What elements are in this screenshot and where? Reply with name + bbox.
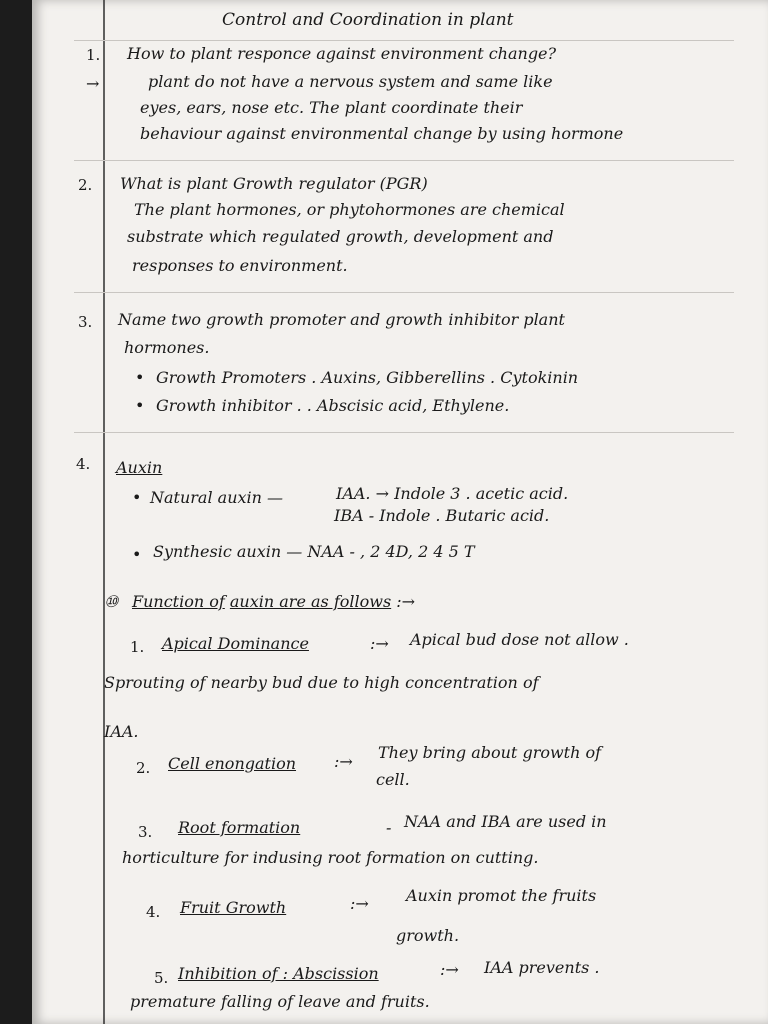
function-title: Fruit Growth [180,898,287,917]
function-title: Cell enongation [168,754,297,773]
function-title: Root formation [178,818,301,837]
bullet-icon: • [135,396,145,415]
continuation-line: IAA. [104,722,139,741]
continuation-line: cell. [376,770,410,789]
function-title: Inhibition of : Abscission [178,964,379,983]
function-desc: IAA prevents . [484,958,600,977]
question-number: 3. [78,313,93,331]
bullet-icon: • [132,545,142,564]
heading-underlined: auxin are as follows [229,592,392,611]
synthetic-auxin: Synthesic auxin — NAA - , 2 4D, 2 4 5 T [153,542,475,561]
question-number: 4. [76,455,91,473]
answer-line: substrate which regulated growth, development and [127,227,554,246]
ruled-line [74,160,734,161]
question-number: 1. [86,46,101,64]
continuation-line: Sprouting of nearby bud due to high concentration of [104,673,539,692]
arrow-icon: :→ [440,960,459,979]
section-heading: Auxin [116,458,163,477]
arrow-icon: :→ [334,752,353,771]
bullet-icon: • [132,488,142,507]
item-number: 5. [154,969,169,987]
question-text: What is plant Growth regulator (PGR) [120,174,428,193]
answer-line: responses to environment. [132,256,348,275]
answer-line: plant do not have a nervous system and same like [148,72,553,91]
answer-line: eyes, ears, nose etc. The plant coordinate their [140,98,523,117]
question-text: Name two growth promoter and growth inhibitor plant [118,310,565,329]
natural-auxin-line: IAA. → Indole 3 . acetic acid. [336,484,569,503]
question-text: How to plant responce against environment change? [127,44,557,63]
function-desc: Apical bud dose not allow . [410,630,629,649]
natural-auxin-line: IBA - Indole . Butaric acid. [334,506,550,525]
list-icon: ⑩ [104,592,119,611]
item-number: 4. [146,903,161,921]
bullet-item: Growth Promoters . Auxins, Gibberellins . Cytokinin [156,368,579,387]
item-number: 1. [130,638,145,656]
margin-line [103,0,105,1024]
answer-line: behaviour against environmental change by using hormone [140,124,624,143]
ruled-line [74,432,734,433]
natural-auxin-label: Natural auxin — [150,488,284,507]
arrow-icon: :→ [370,634,389,653]
ruled-line [74,40,734,41]
answer-line: The plant hormones, or phytohormones are chemical [134,200,565,219]
item-number: 2. [136,759,151,777]
continuation-line: premature falling of leave and fruits. [130,992,430,1011]
bullet-icon: • [135,368,145,387]
bullet-item: Growth inhibitor . . Abscisic acid, Ethylene. [156,396,510,415]
function-desc: Auxin promot the fruits [406,886,597,905]
heading-suffix: :→ [396,592,416,611]
page-title: Control and Coordination in plant [222,10,514,30]
continuation-line: growth. [396,926,460,945]
functions-heading [132,592,415,612]
arrow-icon: → [86,74,100,93]
continuation-line: horticulture for indusing root formation on cutting. [122,848,539,867]
question-number: 2. [78,176,93,194]
function-desc: NAA and IBA are used in [404,812,607,831]
item-number: 3. [138,823,153,841]
function-desc: They bring about growth of [378,743,602,762]
ruled-line [74,292,734,293]
function-title: Apical Dominance [162,634,309,653]
heading-prefix: Function of [132,592,225,611]
separator: - [386,818,392,837]
question-text: hormones. [124,338,210,357]
arrow-icon: :→ [350,894,369,913]
